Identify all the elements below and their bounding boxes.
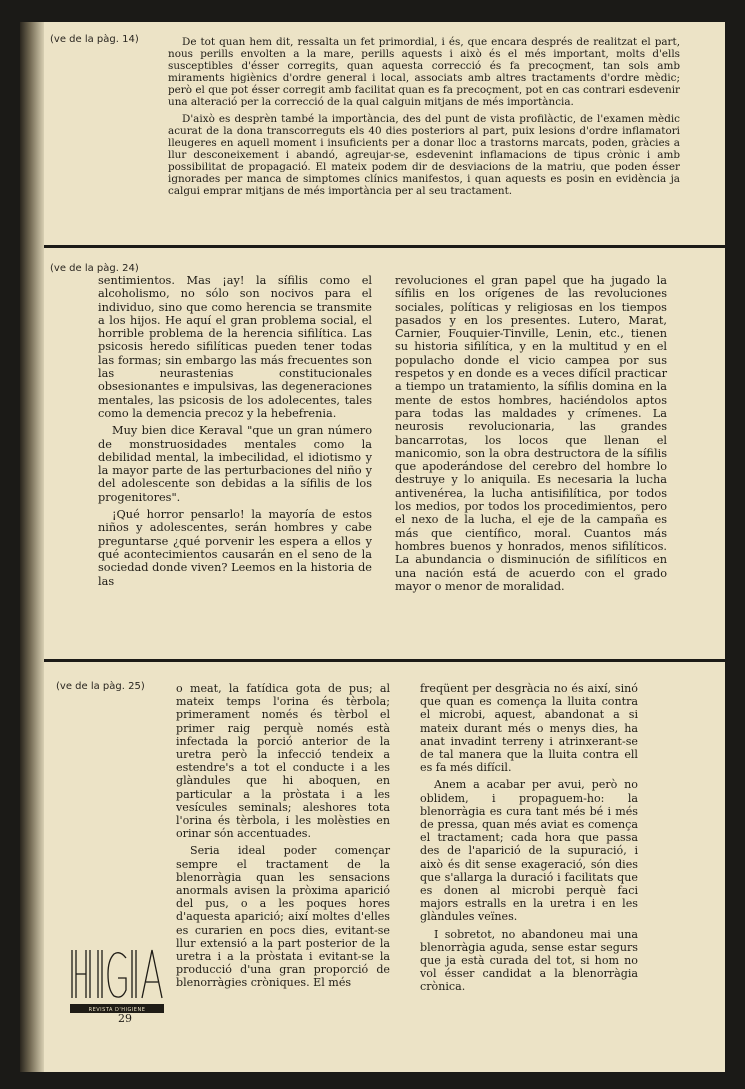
paragraph: Muy bien dice Keraval "que un gran número de monstruosidades mentales como la debilidad mental, la imbecilidad, el idiotismo y la mayor parte de las perturbaciones del niño y del adolescente son debidas a la sífilis de los progenitores". [98, 424, 372, 504]
higia-logo [68, 944, 168, 1022]
continuation-ref: (ve de la pàg. 14) [50, 34, 139, 45]
article-text-1 [168, 36, 680, 201]
article-text-2-left [98, 274, 372, 592]
continuation-ref: (ve de la pàg. 25) [56, 681, 145, 692]
paragraph: Seria ideal poder començar sempre el tractament de la blenorràgia quan les sensacions anormals avisen la pròxima aparició del pus, o a les poques hores d'aquesta aparició; així moltes d'elles es curarien en pocs dies, evitant-se llur extensió a la part posterior de la uretra i a la pròstata i evitant-se la producció d'una gran proporció de blenorràgies cròniques. El més [176, 844, 390, 990]
paragraph: De tot quan hem dit, ressalta un fet primordial, i és, que encara després de realitzat el part, nous perills envolten a la mare, perills aquests i això és el més important, molts d'ells susceptibles d'ésser corregits, quan aquesta correcció és fa precoçment, tan sols amb miraments higiènics d'ordre general i local, associats amb altres tractaments d'ordre mèdic; però el que pot ésser corregit amb facilitat quan es fa precoçment, pot en cas contrari esdevenir una alteració per la correcció de la qual calguin mitjans de més importància. [168, 36, 680, 109]
paragraph: Anem a acabar per avui, però no oblidem, i propaguem-ho: la blenorràgia es cura tant més bé i més de pressa, quan més aviat es comença el tractament; cada hora que passa des de l'aparició de la supuració, i això és dit sense exageració, són dies que s'allarga la duració i facilitats que es donen al microbi perquè faci majors estralls en la uretra i en les glàndules veïnes. [420, 778, 638, 924]
paragraph: revoluciones el gran papel que ha jugado la sífilis en los orígenes de las revoluciones sociales, políticas y religiosas en los tiempos pasados y en los presentes. Lutero, Marat, Carnier, Fouquier-Tinville, Lenin, etc., tienen su historia sifilítica, y en la multitud y en el populacho donde el vicio campea por sus respetos y en donde es a veces difícil practicar a tiempo un tratamiento, la sífilis domina en la mente de estos hombres, haciéndolos aptos para todas las maldades y crímenes. La neurosis revolucionaria, las grandes bancarrotas, los locos que llenan el manicomio, son la obra destructora de la sífilis que apoderándose del cerebro del hombre lo destruye y lo aniquila. Es necesaria la lucha antivenérea, la lucha antisifilítica, por todos los medios, por todos los procedimientos, pero el nexo de la lucha, el eje de la campaña es más que científico, moral. Cuantos más hombres buenos y honrados, menos sifilíticos. La abundancia o disminución de sifilíticos en una nación está de acuerdo con el grado mayor o menor de moralidad. [395, 274, 667, 593]
paragraph: ¡Qué horror pensarlo! la mayoría de estos niños y adolescentes, serán hombres y cabe preguntarse ¿qué porvenir les espera a ellos y qué acontecimientos causarán en el seno de la sociedad donde viven? Leemos en la historia de las [98, 508, 372, 588]
continuation-ref: (ve de la pàg. 24) [50, 263, 139, 274]
section-divider [44, 245, 725, 248]
article-text-3-middle [176, 682, 390, 994]
paragraph: D'això es desprèn també la importància, des del punt de vista profilàctic, de l'examen mèdic acurat de la dona transcorreguts els 40 dies posteriors al part, puix lesions d'ordre inflamatori lleugeres en aquell moment i insuficients per a donar lloc a trastorns marcats, poden, gràcies a llur desconeixement i abandó, agreujar-se, esdevenint inflamacions de tipus crònic i amb possibilitat de propagació. El mateix podem dir de desviacions de la matriu, que poden ésser ignorades per manca de simptomes clínics manifestos, i quan aquests es posin en evidència ja calgui emprar mitjans de més importància per al seu tractament. [168, 112, 680, 198]
paragraph: sentimientos. Mas ¡ay! la sífilis como el alcoholismo, no sólo son nocivos para el individuo, sino que como herencia se transmite a los hijos. He aquí el gran problema social, el horrible problema de la herencia sifilítica. Las psicosis heredo sifilíticas pueden tener todas las formas; sin embargo las más frecuentes son las neurastenias constitucionales obsesionantes e impulsivas, las degeneraciones mentales, las psicosis de los adolecentes, tales como la demencia precoz y la hebefrenia. [98, 274, 372, 420]
paragraph: I sobretot, no abandoneu mai una blenorràgia aguda, sense estar segurs que ja està curada del tot, si hom no vol ésser candidat a la blenorràgia crònica. [420, 927, 638, 994]
page-number: 29 [118, 1012, 132, 1025]
article-text-2-right [395, 274, 667, 597]
magazine-page [20, 22, 725, 1072]
svg-text:REVISTA D'HIGIENE: REVISTA D'HIGIENE [88, 1007, 146, 1013]
paragraph: freqüent per desgràcia no és així, sinó que quan es comença la lluita contra el microbi, aquest, abandonat a si mateix durant més o menys dies, ha anat invadint terreny i atrinxerant-se de tal manera que la lluita contra ell es fa més difícil. [420, 682, 638, 775]
paragraph: o meat, la fatídica gota de pus; al mateix temps l'orina és tèrbola; primerament només és tèrbol el primer raig perquè només està infectada la porció anterior de la uretra però la infecció tendeix a estendre's a tot el conducte i a les glàndules que hi aboquen, en particular a la pròstata i a les vesícules seminals; aleshores tota l'orina és tèrbola, i les molèsties en orinar són accentuades. [176, 682, 390, 841]
article-text-3-right [420, 682, 638, 998]
page-spine [20, 22, 44, 1072]
section-divider [44, 659, 725, 662]
